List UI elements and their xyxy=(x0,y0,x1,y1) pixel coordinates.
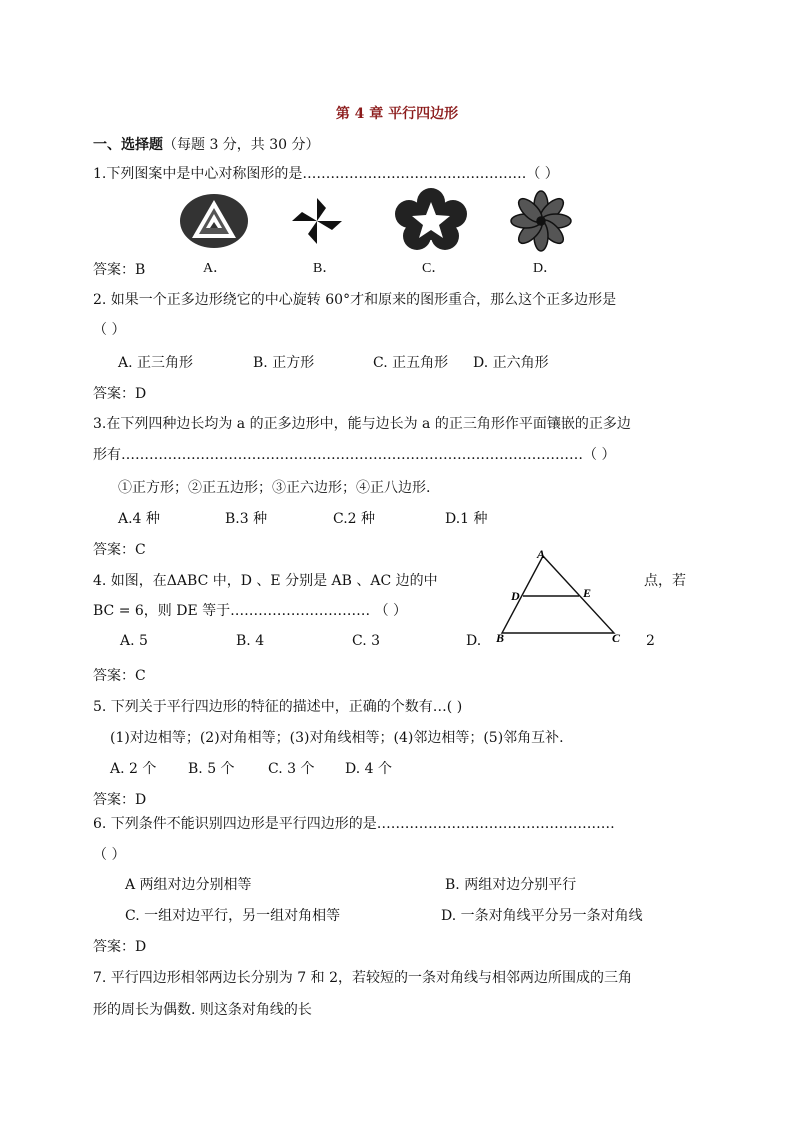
q5-items: (1)对边相等；(2)对角相等；(3)对角线相等；(4)邻边相等；(5)邻角互补. xyxy=(110,730,564,746)
q5-answer: 答案：D xyxy=(93,792,147,808)
q6-line1: 6. 下列条件不能识别四边形是平行四边形的是…………………………………………… xyxy=(93,816,615,832)
q4-triangle-figure xyxy=(494,544,630,648)
q4-line1: 4. 如图，在ΔABC 中，D 、E 分别是 AB 、AC 边的中 xyxy=(93,573,438,589)
q3-option-c: C.2 种 xyxy=(333,511,376,527)
q2-line1: 2. 如果一个正多边形绕它的中心旋转 60°才和原来的图形重合，那么这个正多边形是 xyxy=(93,292,617,308)
q2-option-c: C. 正五角形 xyxy=(373,355,449,371)
q3-line1: 3.在下列四种边长均为 a 的正多边形中，能与边长为 a 的正三角形作平面镶嵌的正多边 xyxy=(93,416,631,432)
q4-option-b: B. 4 xyxy=(236,633,265,649)
q4-label-c: C xyxy=(612,631,621,645)
q1-figure-a xyxy=(178,192,250,250)
q3-option-b: B.3 种 xyxy=(225,511,268,527)
q4-label-e: E xyxy=(583,586,592,600)
q5-option-a: A. 2 个 xyxy=(110,761,157,777)
section-heading xyxy=(93,134,320,154)
q5-line1: 5. 下列关于平行四边形的特征的描述中，正确的个数有…( ) xyxy=(93,699,463,715)
q6-line2: （ ） xyxy=(93,847,126,863)
q1-option-d: D． xyxy=(533,261,558,276)
q4-line1-tail: 点，若 xyxy=(644,573,686,589)
q1-answer: 答案：B xyxy=(93,262,146,278)
q3-option-a: A.4 种 xyxy=(118,511,160,527)
q1-option-c: C． xyxy=(422,261,446,276)
q1-figure-d xyxy=(506,190,576,252)
q1-text: 1.下列图案中是中心对称图形的是…………………………………………（ ） xyxy=(93,166,559,182)
q1-option-a: A． xyxy=(203,261,228,276)
q4-line2: BC = 6，则 DE 等于………………………… （ ） xyxy=(93,603,408,619)
q2-line2: （ ） xyxy=(93,322,126,338)
page-title: 第 4 章 平行四边形 xyxy=(335,106,459,122)
q3-line2: 形有………………………………………………………………………………………（ ） xyxy=(93,447,616,463)
q7-line2: 形的周长为偶数. 则这条对角线的长 xyxy=(93,1002,312,1018)
q1-figure-c xyxy=(395,188,467,250)
q1-figure-b xyxy=(286,196,348,246)
q4-option-d: D. xyxy=(466,633,482,649)
q5-option-c: C. 3 个 xyxy=(268,761,315,777)
q5-option-b: B. 5 个 xyxy=(188,761,235,777)
q6-answer: 答案：D xyxy=(93,939,147,955)
q6-option-a: A 两组对边分别相等 xyxy=(125,877,252,893)
q7-line1: 7. 平行四边形相邻两边长分别为 7 和 2，若较短的一条对角线与相邻两边所围成的三角 xyxy=(93,970,632,986)
q2-answer: 答案：D xyxy=(93,386,147,402)
section-note: （每题 3 分，共 30 分） xyxy=(163,137,320,153)
q5-option-d: D. 4 个 xyxy=(345,761,392,777)
q6-option-d: D. 一条对角线平分另一条对角线 xyxy=(441,908,643,924)
q6-option-c: C. 一组对边平行，另一组对角相等 xyxy=(125,908,341,924)
q4-option-d-value: 2 xyxy=(646,633,655,649)
q1-option-b: B． xyxy=(313,261,337,276)
q4-answer: 答案：C xyxy=(93,668,146,684)
section-label: 一、选择题 xyxy=(93,137,163,153)
q4-label-b: B xyxy=(496,631,505,645)
q3-answer: 答案：C xyxy=(93,542,146,558)
q3-items: ①正方形；②正五边形；③正六边形；④正八边形. xyxy=(118,480,431,496)
q4-label-a: A xyxy=(537,547,546,561)
q4-label-d: D xyxy=(511,589,520,603)
q4-option-c: C. 3 xyxy=(352,633,381,649)
q4-option-a: A. 5 xyxy=(120,633,148,649)
q2-option-b: B. 正方形 xyxy=(253,355,315,371)
q3-option-d: D.1 种 xyxy=(445,511,488,527)
q2-option-d: D. 正六角形 xyxy=(473,355,549,371)
q6-option-b: B. 两组对边分别平行 xyxy=(445,877,577,893)
q2-option-a: A. 正三角形 xyxy=(118,355,194,371)
